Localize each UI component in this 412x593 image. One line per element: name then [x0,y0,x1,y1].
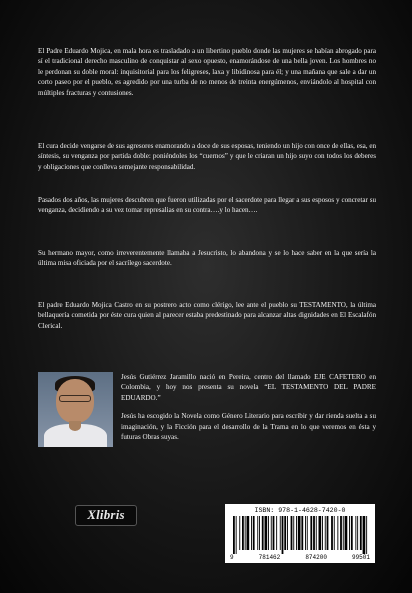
author-section [38,372,376,451]
synopsis-paragraph-2: El cura decide vengarse de sus agresores enamorando a doce de sus esposas, teniendo un hijo con once de ellas, esa, en síntesis, su venganza por partida doble: poniéndoles los “cuernos” y que le criaran un hijo suyo con todos los deberes y obligaciones que conlleva semejante responsabilidad. [38,142,377,171]
isbn-label: ISBN: 978-1-4628-7420-0 [254,507,346,514]
barcode-digit-group-2: 874200 [305,554,327,561]
synopsis-paragraph-4: Su hermano mayor, como irreverentemente llamaba a Jesucristo, lo abandona y se lo hace saber en la que sería la última misa oficiada por el sacrílego sacerdote. [38,249,376,268]
publisher-logo-area [75,505,137,526]
author-bio: Jesús Gutiérrez Jaramillo nació en Pereira, centro del llamado EJE CAFETERO en Colombia, y hoy nos presenta su novela “EL TESTAMENTO DEL PADRE EDUARDO.” [121,373,376,402]
author-bio-2: Jesús ha escogido la Novela como Género Literario para escribir y dar rienda suelta a su imaginación, y la Ficción para el desarrollo de la Trama en lo que veremos en ésta y futuras Obras suyas. [121,412,376,442]
barcode-icon [231,516,369,554]
barcode-price-code: 99501 [351,554,370,561]
barcode-digits [230,554,370,561]
synopsis-paragraph-1: El Padre Eduardo Mojica, en mala hora es trasladado a un libertino pueblo donde las mujeres se habían abrogado para sí el tradicional derecho masculino de conquistar al sexo opuesto, enamorándose de una bella joven. Los hombres no le perdonan su doble moral: inquisitorial para los feligreses, laxa y libidinosa para él; y una mañana que sale a dar un corto paseo por el pueblo, es agredido por una turba de no menos de treinta energúmenos, enviándolo al hospital con múltiples fracturas y contusiones. [38,47,376,97]
barcode-panel [225,504,375,563]
publisher-logo: Xlibris [75,505,137,526]
author-photo [38,372,113,447]
barcode-digit-group-1: 781462 [258,554,281,561]
barcode-digit-lead: 9 [230,554,234,561]
synopsis-paragraph-3: Pasados dos años, las mujeres descubren que fueron utilizadas por el sacerdote para llegar a sus esposos y concretar su venganza, decidiendo a su vez tomar represalias en su contra….y lo hacen…. [38,196,376,215]
synopsis-paragraph-5: El padre Eduardo Mojica Castro en su postrero acto como clérigo, lee ante el pueblo su TESTAMENTO, la última bellaquería cometida por éste cura quien al parecer estaba predestinado para alcanzar altas dignidades en El Escalafón Clerical. [38,301,376,330]
